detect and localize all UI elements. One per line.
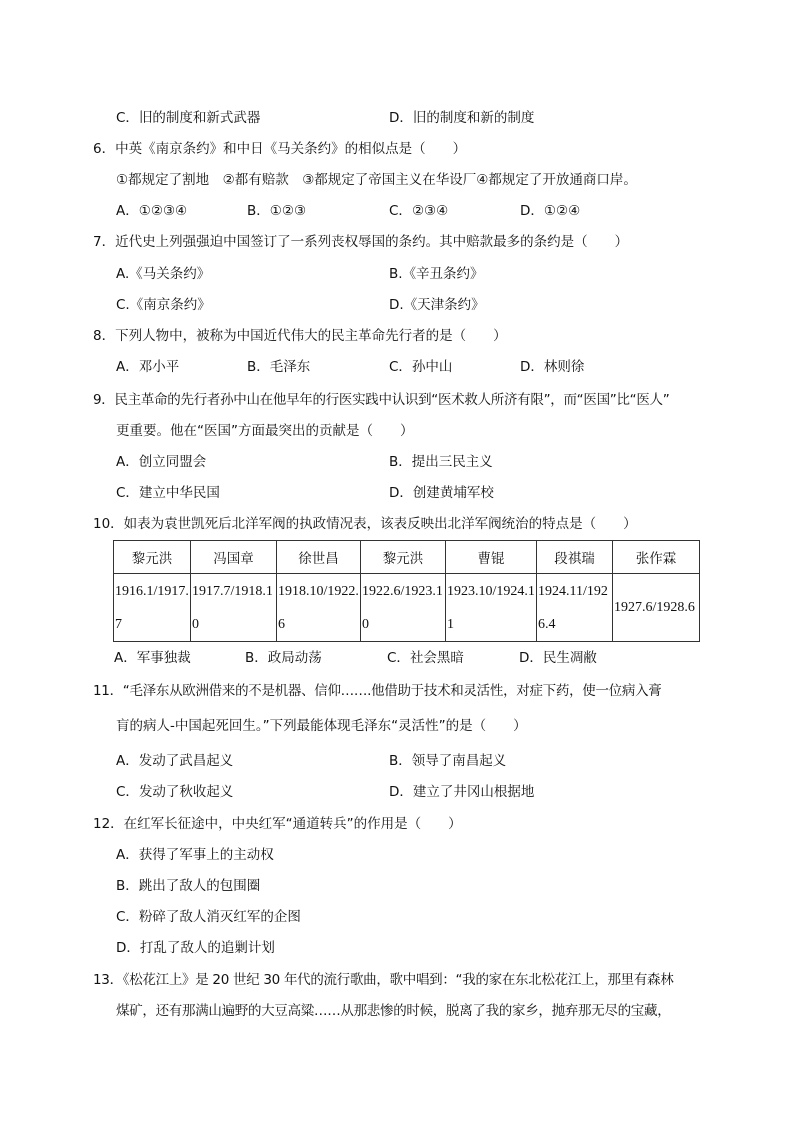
option-letter: C． — [389, 359, 412, 375]
option-letter: C． — [116, 485, 139, 501]
table-cell: 1927.6/1928.6 — [613, 574, 700, 642]
option-letter: C． — [116, 784, 139, 800]
q12-option-b — [116, 877, 260, 895]
option-letter: B． — [247, 203, 270, 219]
q13-stem-line1: 13．《松花江上》是 20 世纪 30 年代的流行歌曲，歌中唱到：“我的家在东北松花江上，那里有森林 — [93, 972, 674, 988]
option-letter: B． — [116, 878, 139, 894]
q8-option-a — [116, 358, 179, 376]
option-letter: A． — [116, 203, 139, 219]
q13-stem-line2: 煤矿，还有那满山遍野的大豆高粱……从那悲惨的时候，脱离了我的家乡，抛弃那无尽的宝藏， — [116, 1003, 671, 1019]
option-text: 《南京条约》 — [129, 297, 211, 313]
q9-option-a — [116, 453, 206, 471]
q6-option-b — [247, 202, 306, 220]
option-text: 《马关条约》 — [129, 266, 211, 282]
option-text: 发动了秋收起义 — [138, 784, 234, 800]
q9-stem-line1: 9．民主革命的先行者孙中山在他早年的行医实践中认识到“医术救人所济有限”，而“医国”比“医人” — [93, 392, 670, 408]
table-cell: 1916.1/1917.7 — [114, 574, 191, 642]
q10-option-b — [245, 649, 322, 667]
table-cell: 冯国章 — [191, 541, 277, 574]
option-letter: A. — [116, 266, 130, 282]
q11-option-d — [389, 783, 534, 801]
option-text: 领导了南昌起义 — [411, 753, 507, 769]
option-text: 打乱了敌人的追剿计划 — [139, 940, 275, 956]
q6-option-c — [389, 202, 448, 220]
option-text: ①②③④ — [138, 203, 188, 219]
option-letter: D． — [519, 650, 543, 666]
q5-option-d — [389, 109, 534, 127]
option-text: ①②④ — [543, 203, 581, 219]
option-text: 跳出了敌人的包围圈 — [138, 878, 261, 894]
option-letter: A． — [116, 753, 139, 769]
option-text: 旧的制度和新式武器 — [138, 110, 261, 126]
q7-option-c — [116, 296, 211, 314]
table-cell: 黎元洪 — [361, 541, 446, 574]
option-text: ②③④ — [411, 203, 449, 219]
option-letter: B． — [247, 359, 270, 375]
q11-stem-line1: 11．“毛泽东从欧洲借来的不是机器、信仰…….他借助于技术和灵活性，对症下药，使一位病入膏 — [93, 683, 662, 699]
option-letter: C． — [116, 110, 139, 126]
q8-option-c — [389, 358, 452, 376]
option-text: 政局动荡 — [267, 650, 322, 666]
option-text: 粉碎了敌人消灭红军的企图 — [138, 909, 301, 925]
q11-option-a — [116, 752, 233, 770]
q11-option-c — [116, 783, 233, 801]
q9-option-c — [116, 484, 220, 502]
q6-option-d — [520, 202, 580, 220]
option-text: 社会黑暗 — [409, 650, 464, 666]
option-letter: C． — [387, 650, 410, 666]
table-cell: 徐世昌 — [277, 541, 361, 574]
option-letter: C. — [116, 297, 130, 313]
option-text: 旧的制度和新的制度 — [412, 110, 535, 126]
q6-statements: ①都规定了割地 ②都有赔款 ③都规定了帝国主义在华设厂④都规定了开放通商口岸。 — [116, 172, 637, 188]
q8-stem: 8．下列人物中，被称为中国近代伟大的民主革命先行者的是（ ） — [93, 328, 507, 344]
option-text: 邓小平 — [138, 359, 180, 375]
option-text: 发动了武昌起义 — [138, 753, 234, 769]
table-cell: 1918.10/1922.6 — [277, 574, 361, 642]
option-text: 孙中山 — [411, 359, 453, 375]
table-row-names — [114, 541, 700, 574]
q12-stem: 12．在红军长征途中，中央红军“通道转兵”的作用是（ ） — [93, 816, 462, 832]
q12-option-a — [116, 846, 274, 864]
option-letter: B． — [389, 454, 412, 470]
option-letter: D． — [520, 359, 544, 375]
table-cell: 1924.11/1926.4 — [537, 574, 613, 642]
q12-option-c — [116, 908, 301, 926]
option-text: ①②③ — [269, 203, 307, 219]
option-letter: B． — [389, 753, 412, 769]
q10-option-d — [519, 649, 597, 667]
option-text: 创立同盟会 — [138, 454, 207, 470]
q7-option-d — [389, 296, 485, 314]
option-letter: B． — [245, 650, 268, 666]
option-letter: A． — [114, 650, 137, 666]
option-letter: D． — [116, 940, 140, 956]
option-letter: C． — [116, 909, 139, 925]
q9-option-d — [389, 484, 494, 502]
option-text: 创建黄埔军校 — [412, 485, 494, 501]
q10-option-a — [114, 649, 191, 667]
table-cell: 黎元洪 — [114, 541, 191, 574]
option-text: 军事独裁 — [136, 650, 191, 666]
table-cell: 段祺瑞 — [537, 541, 613, 574]
option-text: 林则徐 — [543, 359, 585, 375]
option-text: 提出三民主义 — [411, 454, 493, 470]
table-cell: 曹锟 — [446, 541, 537, 574]
q12-option-d — [116, 939, 275, 957]
q5-option-c — [116, 109, 260, 127]
q6-option-a — [116, 202, 187, 220]
q6-stem: 6．中英《南京条约》和中日《马关条约》的相似点是（ ） — [93, 141, 467, 157]
q7-option-a — [116, 265, 210, 283]
warlord-regime-table — [113, 540, 700, 642]
option-text: 获得了军事上的主动权 — [138, 847, 274, 863]
q10-stem: 10．如表为袁世凯死后北洋军阀的执政情况表，该表反映出北洋军阀统治的特点是（ ） — [93, 516, 637, 532]
table-cell: 1922.6/1923.10 — [361, 574, 446, 642]
q10-option-c — [387, 649, 464, 667]
option-text: 建立中华民国 — [138, 485, 220, 501]
q9-option-b — [389, 453, 493, 471]
option-letter: B. — [389, 266, 403, 282]
table-cell: 张作霖 — [613, 541, 700, 574]
option-letter: D. — [389, 297, 404, 313]
q7-option-b — [389, 265, 484, 283]
option-text: 《天津条约》 — [403, 297, 485, 313]
option-letter: A． — [116, 847, 139, 863]
option-text: 建立了井冈山根据地 — [412, 784, 535, 800]
option-letter: A． — [116, 454, 139, 470]
option-letter: D． — [520, 203, 544, 219]
option-letter: D． — [389, 485, 413, 501]
table-row-periods — [114, 574, 700, 642]
q9-stem-line2: 更重要。他在“医国”方面最突出的贡献是（ ） — [116, 423, 414, 439]
q7-stem: 7．近代史上列强强迫中国签订了一系列丧权辱国的条约。其中赔款最多的条约是（ ） — [93, 234, 629, 250]
option-letter: D． — [389, 784, 413, 800]
q11-stem-line2: 肓的病人-中国起死回生。”下列最能体现毛泽东“灵活性”的是（ ） — [116, 718, 527, 734]
option-text: 毛泽东 — [269, 359, 311, 375]
table-cell: 1923.10/1924.11 — [446, 574, 537, 642]
q11-option-b — [389, 752, 506, 770]
table-cell: 1917.7/1918.10 — [191, 574, 277, 642]
option-text: 民生凋敝 — [542, 650, 597, 666]
q8-option-d — [520, 358, 584, 376]
option-letter: D． — [389, 110, 413, 126]
option-letter: C． — [389, 203, 412, 219]
option-text: 《辛丑条约》 — [402, 266, 484, 282]
option-letter: A． — [116, 359, 139, 375]
q8-option-b — [247, 358, 310, 376]
